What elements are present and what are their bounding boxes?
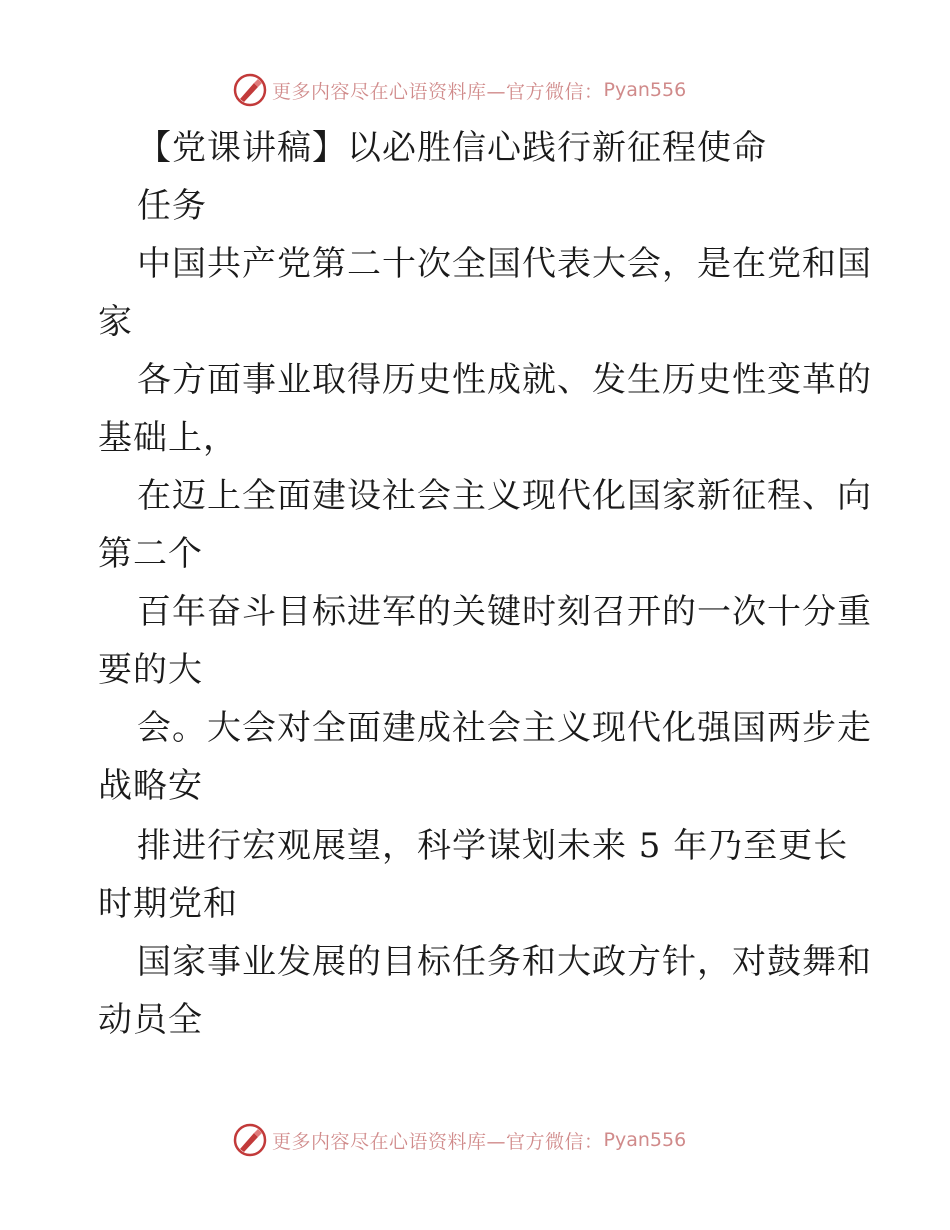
- pen-logo-icon: [232, 72, 268, 108]
- document-line: 动员全: [98, 1000, 203, 1040]
- document-line: 在迈上全面建设社会主义现代化国家新征程、向: [137, 476, 872, 516]
- document-line: 时期党和: [98, 884, 238, 924]
- banner-wechat-id: Pyan556: [603, 1129, 687, 1151]
- document-line: 第二个: [98, 534, 203, 574]
- pen-logo-icon: [232, 1122, 268, 1158]
- document-line: 百年奋斗目标进军的关键时刻召开的一次十分重: [137, 592, 872, 632]
- document-line: 战略安: [98, 766, 203, 806]
- document-line: 要的大: [98, 650, 203, 690]
- document-line: 各方面事业取得历史性成就、发生历史性变革的: [137, 360, 872, 400]
- document-line: 排进行宏观展望，科学谋划未来 5 年乃至更长: [137, 826, 849, 866]
- document-line: 中国共产党第二十次全国代表大会，是在党和国: [137, 244, 872, 284]
- document-line: 基础上，: [98, 418, 238, 458]
- footer-banner: [232, 1120, 686, 1160]
- banner-text: 更多内容尽在心语资料库—官方微信：: [272, 1130, 604, 1153]
- document-title: 【党课讲稿】以必胜信心践行新征程使命: [137, 128, 767, 168]
- document-line: 任务: [137, 186, 207, 226]
- banner-wechat-id: Pyan556: [603, 79, 687, 101]
- document-line: 家: [98, 302, 133, 342]
- document-line: 会。大会对全面建成社会主义现代化强国两步走: [137, 708, 872, 748]
- header-banner: [232, 70, 686, 110]
- banner-text: 更多内容尽在心语资料库—官方微信：: [272, 80, 604, 103]
- document-line: 国家事业发展的目标任务和大政方针，对鼓舞和: [137, 942, 872, 982]
